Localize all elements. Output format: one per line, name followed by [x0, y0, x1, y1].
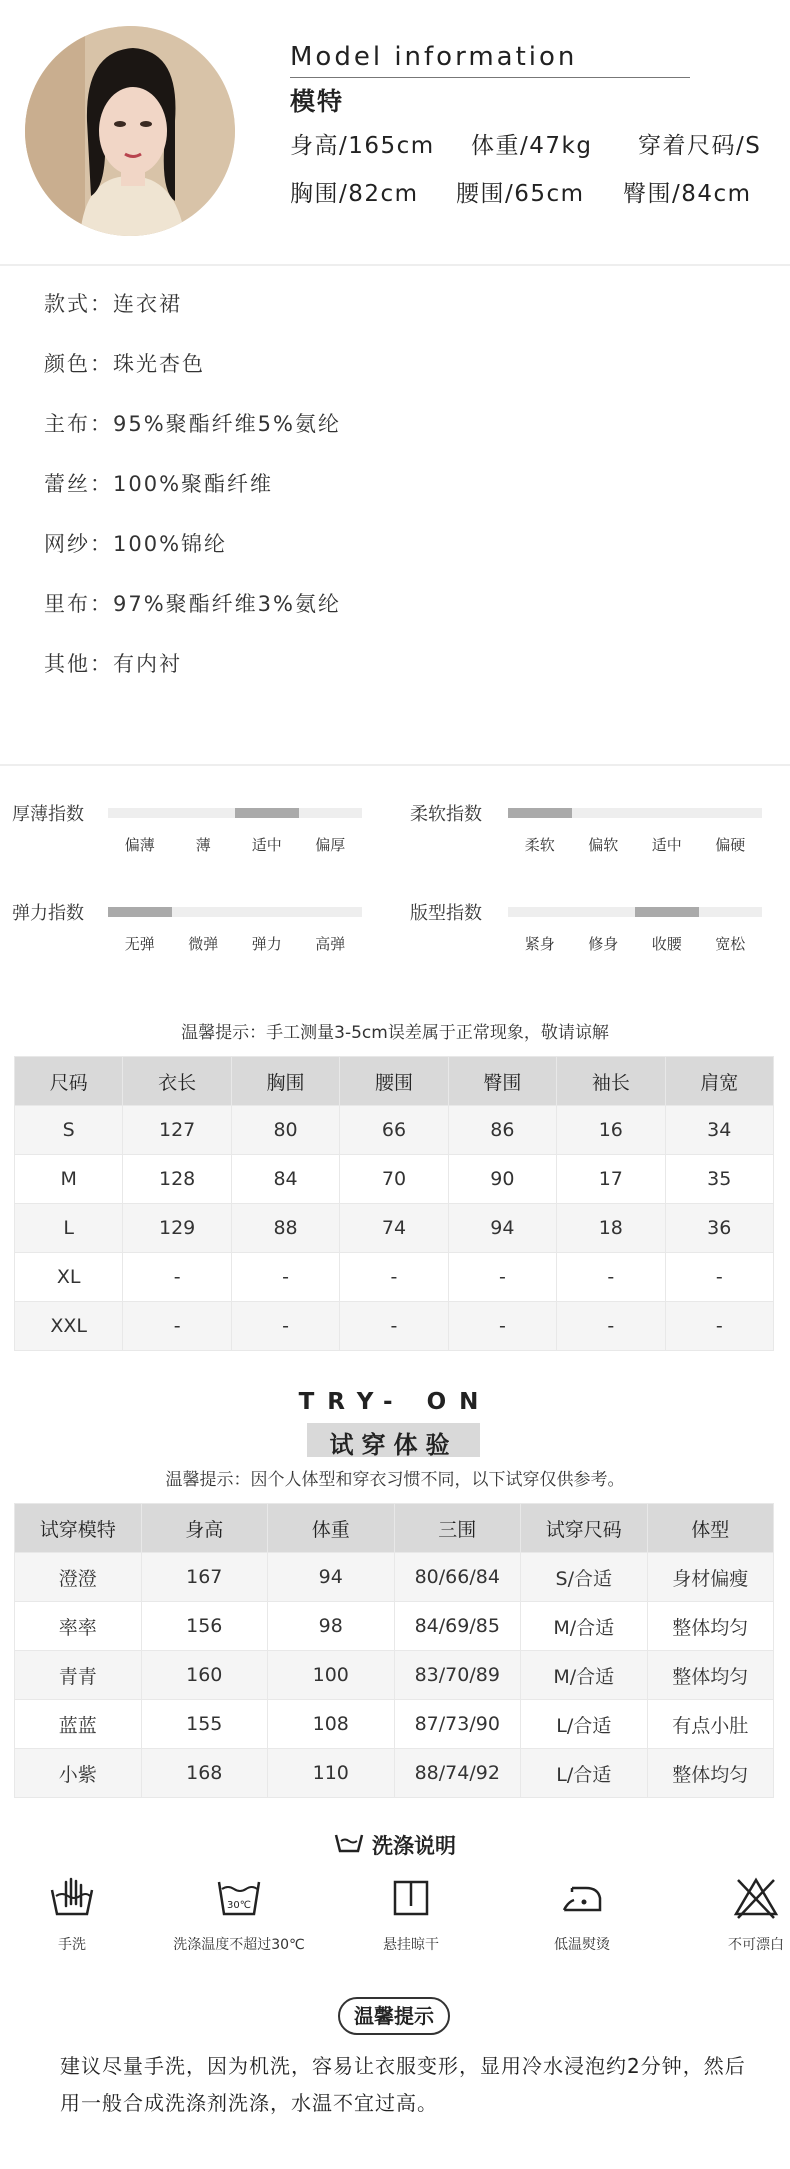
index-label: 版型指数 [410, 903, 482, 924]
table-cell: S [15, 1106, 123, 1155]
column-header: 腰围 [340, 1057, 448, 1106]
wash-label-temp: 洗涤温度不超过30℃ [173, 1937, 305, 1953]
index-option: 偏薄 [124, 836, 155, 854]
tryon-row [15, 1700, 774, 1749]
table-cell: 110 [268, 1749, 395, 1798]
column-header: 衣长 [123, 1057, 231, 1106]
table-cell: - [665, 1302, 773, 1351]
size-row [15, 1302, 774, 1351]
column-header: 三围 [394, 1504, 521, 1553]
tryon-title-cn: 试穿体验 [329, 1431, 458, 1459]
index-selected-marker [635, 907, 699, 917]
table-cell: 87/73/90 [394, 1700, 521, 1749]
table-cell: 青青 [15, 1651, 142, 1700]
table-cell: 80/66/84 [394, 1553, 521, 1602]
table-cell: 127 [123, 1106, 231, 1155]
table-cell: - [665, 1253, 773, 1302]
spec-main-fabric: 主布：95%聚酯纤维5%氨纶 [44, 412, 341, 436]
column-header: 臀围 [448, 1057, 556, 1106]
notice-pill: 温馨提示 [338, 1997, 450, 2035]
table-cell: 整体均匀 [647, 1602, 774, 1651]
model-title-cn: 模特 [290, 87, 345, 116]
table-cell: 蓝蓝 [15, 1700, 142, 1749]
size-table-header [15, 1057, 774, 1106]
title-underline [290, 77, 690, 78]
hand-wash-icon [48, 1876, 96, 1920]
table-cell: - [448, 1302, 556, 1351]
index-option: 弹力 [251, 935, 282, 953]
spec-mesh: 网纱：100%锦纶 [44, 532, 228, 556]
size-row [15, 1204, 774, 1253]
tryon-row [15, 1651, 774, 1700]
section-divider [0, 264, 790, 266]
table-cell: 身材偏瘦 [647, 1553, 774, 1602]
index-option: 偏软 [588, 836, 619, 854]
table-cell: 94 [268, 1553, 395, 1602]
table-cell: 率率 [15, 1602, 142, 1651]
wash-title [0, 1830, 790, 1860]
table-cell: 36 [665, 1204, 773, 1253]
table-cell: 86 [448, 1106, 556, 1155]
spec-lace: 蕾丝：100%聚酯纤维 [44, 472, 274, 496]
index-label: 柔软指数 [410, 804, 482, 825]
table-cell: - [340, 1253, 448, 1302]
table-cell: 98 [268, 1602, 395, 1651]
table-cell: 小紫 [15, 1749, 142, 1798]
table-cell: M/合适 [521, 1651, 648, 1700]
column-header: 试穿模特 [15, 1504, 142, 1553]
tryon-table [14, 1503, 774, 1798]
table-cell: - [231, 1302, 339, 1351]
table-cell: 156 [141, 1602, 268, 1651]
index-option: 无弹 [124, 935, 155, 953]
notice-line-2: 用一般合成洗涤剂洗涤，水温不宜过高。 [60, 2091, 438, 2115]
index-option: 高弹 [315, 935, 346, 953]
wash-title-text: 洗涤说明 [372, 1834, 456, 1858]
column-header: 肩宽 [665, 1057, 773, 1106]
index-track [108, 907, 362, 917]
column-header: 体型 [647, 1504, 774, 1553]
table-cell: 155 [141, 1700, 268, 1749]
spec-lining: 里布：97%聚酯纤维3%氨纶 [44, 592, 341, 616]
model-avatar [25, 26, 235, 236]
index-option: 薄 [195, 836, 211, 854]
index-option: 修身 [588, 935, 619, 953]
size-row [15, 1253, 774, 1302]
table-cell: 84 [231, 1155, 339, 1204]
table-cell: - [231, 1253, 339, 1302]
spec-color: 颜色：珠光杏色 [44, 352, 205, 376]
index-option: 偏硬 [715, 836, 746, 854]
table-cell: - [557, 1302, 665, 1351]
tryon-row [15, 1553, 774, 1602]
column-header: 身高 [141, 1504, 268, 1553]
table-cell: 168 [141, 1749, 268, 1798]
index-selected-marker [108, 907, 172, 917]
wash-label-hang: 悬挂晾干 [383, 1937, 439, 1953]
index-option: 微弹 [188, 935, 219, 953]
wash-label-hand: 手洗 [58, 1937, 86, 1953]
wash-basin-icon [334, 1832, 364, 1859]
index-track [508, 907, 762, 917]
table-cell: 34 [665, 1106, 773, 1155]
table-cell: M/合适 [521, 1602, 648, 1651]
section-divider [0, 764, 790, 766]
index-option: 偏厚 [315, 836, 346, 854]
size-row [15, 1155, 774, 1204]
table-cell: 74 [340, 1204, 448, 1253]
tryon-title-en: TRY- ON [298, 1389, 492, 1415]
table-cell: L/合适 [521, 1700, 648, 1749]
size-tip: 温馨提示：手工测量3-5cm误差属于正常现象，敬请谅解 [181, 1023, 609, 1043]
table-cell: 35 [665, 1155, 773, 1204]
low-iron-icon [558, 1876, 606, 1920]
wash-label-bleach: 不可漂白 [728, 1937, 784, 1953]
index-option: 宽松 [715, 935, 746, 953]
no-bleach-icon [732, 1876, 780, 1920]
index-option: 适中 [251, 836, 282, 854]
wash-30-icon [215, 1876, 263, 1920]
table-cell: 108 [268, 1700, 395, 1749]
table-cell: - [340, 1302, 448, 1351]
table-cell: L/合适 [521, 1749, 648, 1798]
table-cell: - [123, 1302, 231, 1351]
table-cell: 有点小肚 [647, 1700, 774, 1749]
index-selected-marker [235, 808, 299, 818]
model-waist: 腰围/65cm [456, 181, 585, 207]
table-cell: 94 [448, 1204, 556, 1253]
table-cell: 88 [231, 1204, 339, 1253]
index-selected-marker [508, 808, 572, 818]
index-option: 适中 [651, 836, 682, 854]
table-cell: 17 [557, 1155, 665, 1204]
table-cell: 16 [557, 1106, 665, 1155]
index-option: 紧身 [524, 935, 555, 953]
table-cell: 70 [340, 1155, 448, 1204]
column-header: 尺码 [15, 1057, 123, 1106]
model-weight: 体重/47kg [471, 133, 593, 159]
table-cell: 84/69/85 [394, 1602, 521, 1651]
tryon-row [15, 1749, 774, 1798]
table-cell: 80 [231, 1106, 339, 1155]
index-track [508, 808, 762, 818]
table-cell: 90 [448, 1155, 556, 1204]
table-cell: 88/74/92 [394, 1749, 521, 1798]
table-cell: 100 [268, 1651, 395, 1700]
size-row [15, 1106, 774, 1155]
spec-style: 款式：连衣裙 [44, 292, 182, 316]
table-cell: 128 [123, 1155, 231, 1204]
notice-line-1: 建议尽量手洗，因为机洗，容易让衣服变形，显用冷水浸泡约2分钟，然后 [60, 2054, 746, 2078]
table-cell: 澄澄 [15, 1553, 142, 1602]
table-cell: 83/70/89 [394, 1651, 521, 1700]
column-header: 体重 [268, 1504, 395, 1553]
index-label: 弹力指数 [12, 903, 84, 924]
table-cell: 160 [141, 1651, 268, 1700]
table-cell: L [15, 1204, 123, 1253]
tryon-table-header [15, 1504, 774, 1553]
hang-dry-icon [387, 1876, 435, 1920]
wash-label-iron: 低温熨烫 [554, 1937, 610, 1953]
index-option: 收腰 [651, 935, 682, 953]
wash-temp-text: 30℃ [227, 1900, 251, 1911]
table-cell: 129 [123, 1204, 231, 1253]
column-header: 胸围 [231, 1057, 339, 1106]
table-cell: 整体均匀 [647, 1749, 774, 1798]
column-header: 试穿尺码 [521, 1504, 648, 1553]
table-cell: M [15, 1155, 123, 1204]
table-cell: - [448, 1253, 556, 1302]
tryon-tip: 温馨提示：因个人体型和穿衣习惯不同，以下试穿仅供参考。 [165, 1470, 625, 1490]
table-cell: 66 [340, 1106, 448, 1155]
model-bust: 胸围/82cm [290, 181, 419, 207]
size-table [14, 1056, 774, 1351]
tryon-row [15, 1602, 774, 1651]
spec-other: 其他：有内衬 [44, 652, 182, 676]
table-cell: 整体均匀 [647, 1651, 774, 1700]
table-cell: - [123, 1253, 231, 1302]
table-cell: XL [15, 1253, 123, 1302]
column-header: 袖长 [557, 1057, 665, 1106]
model-wear-size: 穿着尺码/S [638, 133, 762, 159]
table-cell: 18 [557, 1204, 665, 1253]
table-cell: XXL [15, 1302, 123, 1351]
table-cell: S/合适 [521, 1553, 648, 1602]
table-cell: - [557, 1253, 665, 1302]
model-hip: 臀围/84cm [623, 181, 752, 207]
index-track [108, 808, 362, 818]
model-height: 身高/165cm [290, 133, 435, 159]
index-option: 柔软 [524, 836, 555, 854]
table-cell: 167 [141, 1553, 268, 1602]
model-info-title: Model information [290, 42, 578, 72]
index-label: 厚薄指数 [12, 804, 84, 825]
